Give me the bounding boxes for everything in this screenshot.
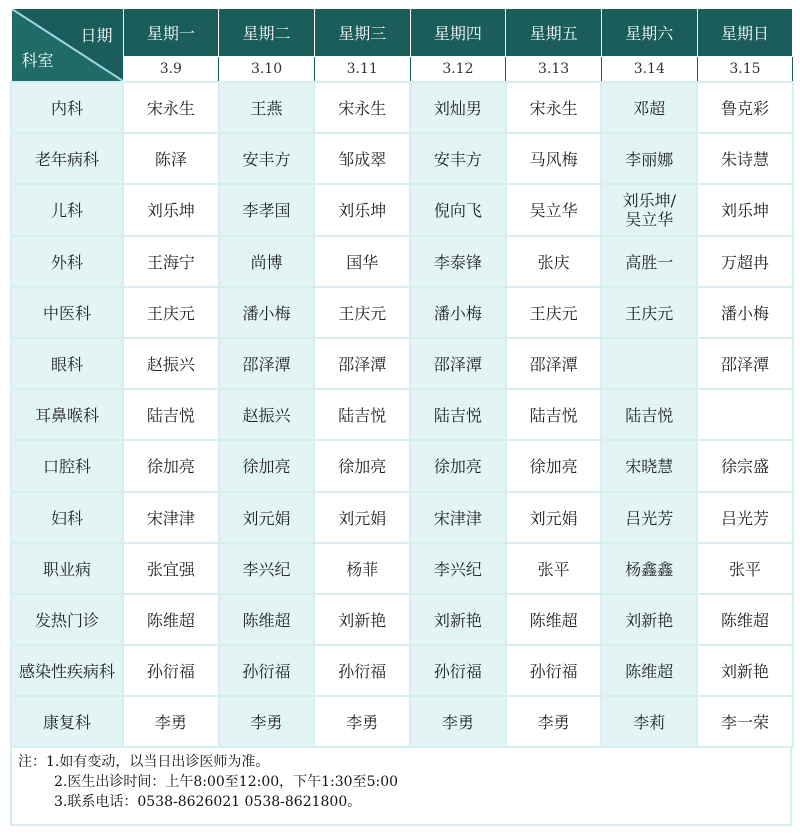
date-cell: 3.13 bbox=[506, 56, 602, 82]
doctor-cell: 邵泽潭 bbox=[219, 338, 315, 389]
doctor-cell: 王海宁 bbox=[123, 236, 219, 287]
doctor-cell: 刘新艳 bbox=[697, 645, 793, 696]
doctor-cell: 张庆 bbox=[506, 236, 602, 287]
doctor-cell: 刘乐坤 bbox=[697, 184, 793, 235]
doctor-cell: 陈泽 bbox=[123, 133, 219, 184]
doctor-cell: 张宜强 bbox=[123, 543, 219, 594]
doctor-cell: 陈维超 bbox=[697, 594, 793, 645]
doctor-cell: 刘乐坤 bbox=[314, 184, 410, 235]
day-header: 星期六 bbox=[601, 9, 697, 57]
department-name: 内科 bbox=[11, 82, 123, 133]
date-cell: 3.14 bbox=[601, 56, 697, 82]
day-header: 星期一 bbox=[123, 9, 219, 57]
department-name: 康复科 bbox=[11, 696, 123, 747]
doctor-cell: 徐加亮 bbox=[506, 440, 602, 491]
doctor-cell: 王庆元 bbox=[601, 287, 697, 338]
doctor-cell: 宋永生 bbox=[506, 82, 602, 133]
department-name: 老年病科 bbox=[11, 133, 123, 184]
day-header: 星期日 bbox=[697, 9, 793, 57]
department-name: 外科 bbox=[11, 236, 123, 287]
doctor-cell: 潘小梅 bbox=[410, 287, 506, 338]
doctor-cell: 徐加亮 bbox=[314, 440, 410, 491]
doctor-cell: 李兴纪 bbox=[410, 543, 506, 594]
doctor-cell: 张平 bbox=[697, 543, 793, 594]
doctor-name-multi: 刘乐坤/ 吴立华 bbox=[622, 190, 676, 229]
doctor-cell: 刘元娟 bbox=[506, 492, 602, 543]
doctor-cell: 徐加亮 bbox=[410, 440, 506, 491]
doctor-cell: 邵泽潭 bbox=[697, 338, 793, 389]
note-line: 2.医生出诊时间：上午8:00至12:00，下午1:30至5:00 bbox=[54, 774, 399, 790]
doctor-cell: 孙衍福 bbox=[123, 645, 219, 696]
department-name: 发热门诊 bbox=[11, 594, 123, 645]
doctor-cell: 邵泽潭 bbox=[314, 338, 410, 389]
date-cell: 3.12 bbox=[410, 56, 506, 82]
doctor-cell: 赵振兴 bbox=[123, 338, 219, 389]
department-name: 中医科 bbox=[11, 287, 123, 338]
doctor-cell: 宋晓慧 bbox=[601, 440, 697, 491]
doctor-cell: 徐加亮 bbox=[123, 440, 219, 491]
doctor-cell: 陈维超 bbox=[506, 594, 602, 645]
doctor-cell: 刘新艳 bbox=[601, 594, 697, 645]
doctor-cell: 李孝国 bbox=[219, 184, 315, 235]
department-row bbox=[11, 389, 793, 440]
doctor-cell: 陈维超 bbox=[219, 594, 315, 645]
day-header: 星期五 bbox=[506, 9, 602, 57]
doctor-cell: 潘小梅 bbox=[219, 287, 315, 338]
doctor-cell: 王庆元 bbox=[506, 287, 602, 338]
doctor-cell: 安丰方 bbox=[219, 133, 315, 184]
doctor-cell: 徐加亮 bbox=[219, 440, 315, 491]
doctor-cell: 邵泽潭 bbox=[506, 338, 602, 389]
department-name: 口腔科 bbox=[11, 440, 123, 491]
doctor-cell: 陆吉悦 bbox=[410, 389, 506, 440]
note-line: 注：1.如有变动，以当日出诊医师为准。 bbox=[18, 754, 270, 770]
doctor-cell: 陈维超 bbox=[601, 645, 697, 696]
note-line: 3.联系电话：0538-8626021 0538-8621800。 bbox=[54, 794, 362, 810]
doctor-cell: 王燕 bbox=[219, 82, 315, 133]
doctor-cell bbox=[697, 389, 793, 440]
doctor-cell: 宋永生 bbox=[314, 82, 410, 133]
doctor-cell: 刘新艳 bbox=[314, 594, 410, 645]
doctor-cell: 王庆元 bbox=[314, 287, 410, 338]
doctor-cell: 张平 bbox=[506, 543, 602, 594]
doctor-cell: 赵振兴 bbox=[219, 389, 315, 440]
doctor-cell: 李兴纪 bbox=[219, 543, 315, 594]
doctor-cell: 潘小梅 bbox=[697, 287, 793, 338]
department-name: 感染性疾病科 bbox=[11, 645, 123, 696]
doctor-cell: 李一荣 bbox=[697, 696, 793, 747]
notes-box bbox=[10, 748, 792, 826]
doctor-cell: 陈维超 bbox=[123, 594, 219, 645]
department-row bbox=[11, 82, 793, 133]
doctor-cell: 万超冉 bbox=[697, 236, 793, 287]
doctor-cell: 宋津津 bbox=[123, 492, 219, 543]
doctor-cell: 邵泽潭 bbox=[410, 338, 506, 389]
department-row bbox=[11, 645, 793, 696]
doctor-cell: 李勇 bbox=[123, 696, 219, 747]
doctor-cell: 邹成翠 bbox=[314, 133, 410, 184]
doctor-cell: 倪向飞 bbox=[410, 184, 506, 235]
date-axis-label: 日期 bbox=[80, 26, 113, 45]
department-row bbox=[11, 440, 793, 491]
day-header: 星期四 bbox=[410, 9, 506, 57]
department-name: 妇科 bbox=[11, 492, 123, 543]
doctor-cell: 杨菲 bbox=[314, 543, 410, 594]
department-row bbox=[11, 492, 793, 543]
doctor-cell: 李泰锋 bbox=[410, 236, 506, 287]
doctor-cell: 刘新艳 bbox=[410, 594, 506, 645]
doctor-cell: 刘元娟 bbox=[219, 492, 315, 543]
doctor-cell: 李勇 bbox=[314, 696, 410, 747]
doctor-cell: 邓超 bbox=[601, 82, 697, 133]
department-axis-label: 科室 bbox=[21, 51, 54, 70]
doctor-cell: 王庆元 bbox=[123, 287, 219, 338]
doctor-cell bbox=[601, 184, 697, 235]
doctor-cell: 李丽娜 bbox=[601, 133, 697, 184]
day-header: 星期三 bbox=[314, 9, 410, 57]
department-row bbox=[11, 133, 793, 184]
doctor-cell: 国华 bbox=[314, 236, 410, 287]
doctor-cell: 宋永生 bbox=[123, 82, 219, 133]
department-name: 儿科 bbox=[11, 184, 123, 235]
department-row bbox=[11, 184, 793, 235]
doctor-cell: 吴立华 bbox=[506, 184, 602, 235]
doctor-cell: 李勇 bbox=[506, 696, 602, 747]
doctor-cell: 吕光芳 bbox=[697, 492, 793, 543]
corner-header-cell bbox=[11, 9, 123, 83]
doctor-cell: 安丰方 bbox=[410, 133, 506, 184]
department-row bbox=[11, 287, 793, 338]
department-row bbox=[11, 236, 793, 287]
doctor-cell: 李莉 bbox=[601, 696, 697, 747]
doctor-cell: 陆吉悦 bbox=[601, 389, 697, 440]
doctor-cell: 刘灿男 bbox=[410, 82, 506, 133]
doctor-cell: 徐宗盛 bbox=[697, 440, 793, 491]
doctor-cell: 刘元娟 bbox=[314, 492, 410, 543]
date-row bbox=[11, 56, 793, 82]
doctor-cell: 马风梅 bbox=[506, 133, 602, 184]
date-cell: 3.10 bbox=[219, 56, 315, 82]
doctor-cell: 李勇 bbox=[410, 696, 506, 747]
doctor-cell: 陆吉悦 bbox=[506, 389, 602, 440]
day-header-row bbox=[11, 9, 793, 57]
doctor-cell: 李勇 bbox=[219, 696, 315, 747]
doctor-cell: 孙衍福 bbox=[410, 645, 506, 696]
department-name: 耳鼻喉科 bbox=[11, 389, 123, 440]
day-header: 星期二 bbox=[219, 9, 315, 57]
doctor-cell: 孙衍福 bbox=[314, 645, 410, 696]
date-cell: 3.11 bbox=[314, 56, 410, 82]
doctor-cell: 陆吉悦 bbox=[123, 389, 219, 440]
doctor-cell: 宋津津 bbox=[410, 492, 506, 543]
doctor-cell: 杨鑫鑫 bbox=[601, 543, 697, 594]
date-cell: 3.9 bbox=[123, 56, 219, 82]
doctor-cell: 尚博 bbox=[219, 236, 315, 287]
department-row bbox=[11, 696, 793, 747]
doctor-cell: 孙衍福 bbox=[506, 645, 602, 696]
doctor-cell: 陆吉悦 bbox=[314, 389, 410, 440]
department-row bbox=[11, 594, 793, 645]
doctor-cell: 高胜一 bbox=[601, 236, 697, 287]
department-name: 职业病 bbox=[11, 543, 123, 594]
doctor-cell: 鲁克彩 bbox=[697, 82, 793, 133]
doctor-cell: 刘乐坤 bbox=[123, 184, 219, 235]
doctor-cell bbox=[601, 338, 697, 389]
doctor-cell: 朱诗慧 bbox=[697, 133, 793, 184]
department-row bbox=[11, 543, 793, 594]
doctor-cell: 孙衍福 bbox=[219, 645, 315, 696]
duty-schedule-table bbox=[10, 8, 794, 748]
department-row bbox=[11, 338, 793, 389]
doctor-cell: 吕光芳 bbox=[601, 492, 697, 543]
date-cell: 3.15 bbox=[697, 56, 793, 82]
department-name: 眼科 bbox=[11, 338, 123, 389]
